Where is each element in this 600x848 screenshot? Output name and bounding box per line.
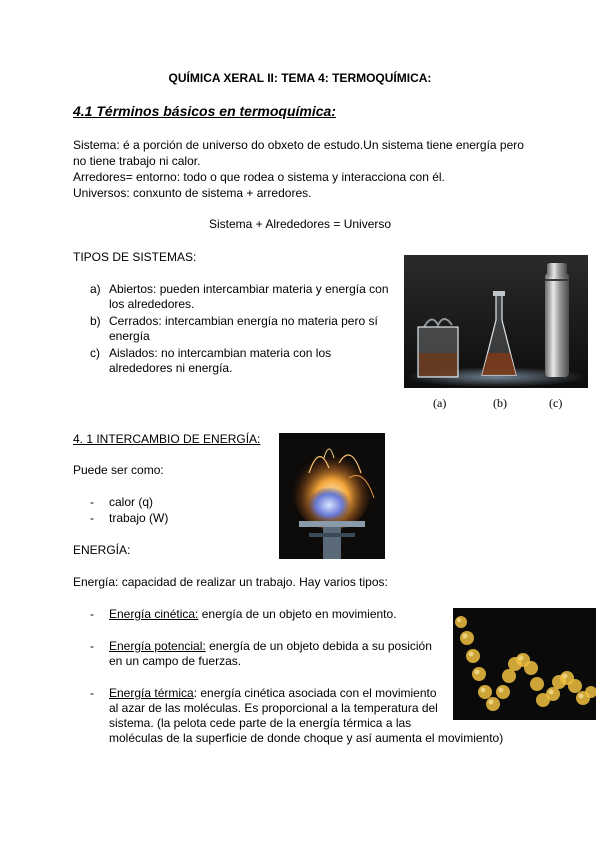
energy-description: moléculas de la superficie de donde choque y así aumenta el movimiento) [109,731,504,745]
section-heading-energy-exchange: 4. 1 INTERCAMBIO DE ENERGÍA: [73,432,261,446]
paragraph-line: no tiene trabajo ni calor. [73,154,201,168]
system-type-isolated [109,346,331,376]
list-marker: - [90,607,94,621]
energy-description: sistema. (la pelota cede parte de la energía térmica a las [109,716,412,730]
energy-term: Energía potencial: [109,639,206,653]
system-types-heading: TIPOS DE SISTEMAS: [73,250,197,264]
energy-type-kinetic [109,607,397,622]
list-item-line: energía [109,329,150,343]
list-marker: b) [90,314,101,328]
list-marker: c) [90,346,100,360]
paragraph-line: Arredores= entorno: todo o que rodea o sistema y interacciona con él. [73,170,445,184]
energy-form-work: trabajo (W) [109,511,169,525]
list-marker: - [90,495,94,509]
energy-form-heat: calor (q) [109,495,154,509]
energy-heading: ENERGÍA: [73,543,131,557]
photo-caption-a: (a) [433,396,447,410]
flame-photo-image [279,433,385,559]
paragraph-line: Universos: conxunto de sistema + arredores. [73,186,312,200]
bouncing-ball-photo [453,608,596,720]
list-marker: - [90,639,94,653]
energy-type-potential [109,639,432,669]
photo-caption-c: (c) [549,396,563,410]
system-type-closed [109,314,378,344]
system-types-photo-image [404,255,588,388]
list-item-line: Cerrados: intercambian energía no materia pero sí [109,314,378,328]
list-marker: - [90,511,94,525]
forms-intro: Puede ser como: [73,463,164,477]
document-title: QUÍMICA XERAL II: TEMA 4: TERMOQUÍMICA: [168,71,432,85]
list-item-line: Abiertos: pueden intercambiar materia y energía con [109,282,389,296]
bouncing-ball-photo-image [453,608,596,720]
energy-description: al azar de las moléculas. Es proporcional a la temperatura del [109,701,438,715]
section-heading-terms: 4.1 Términos básicos en termoquímica: [73,103,336,119]
list-marker: a) [90,282,101,296]
list-item-line: alrededores ni energía. [109,361,233,375]
energy-description: : energía cinética asociada con el movimiento [193,686,437,700]
system-type-open [109,282,389,312]
universe-equation: Sistema + Alrededores = Universo [208,217,392,231]
list-item-line: Aislados: no intercambian materia con los [109,346,332,360]
system-types-photo [404,255,588,388]
energy-term: Energía cinética: [109,607,199,621]
energy-description: energía de un objeto en movimiento. [198,607,397,621]
list-marker: - [90,686,94,700]
list-item-line: los alrededores. [109,297,195,311]
photo-caption-b: (b) [493,396,507,410]
energy-description: energía de un objeto debida a su posición [205,639,432,653]
energy-term: Energía térmica [109,686,194,700]
energy-definition: Energía: capacidad de realizar un trabajo. Hay varios tipos: [73,575,388,589]
energy-type-thermal [109,686,503,746]
paragraph-line: Sistema: é a porción de universo do obxeto de estudo.Un sistema tiene energía pero [73,138,524,152]
flame-photo [279,433,385,559]
energy-description: en un campo de fuerzas. [109,654,242,668]
